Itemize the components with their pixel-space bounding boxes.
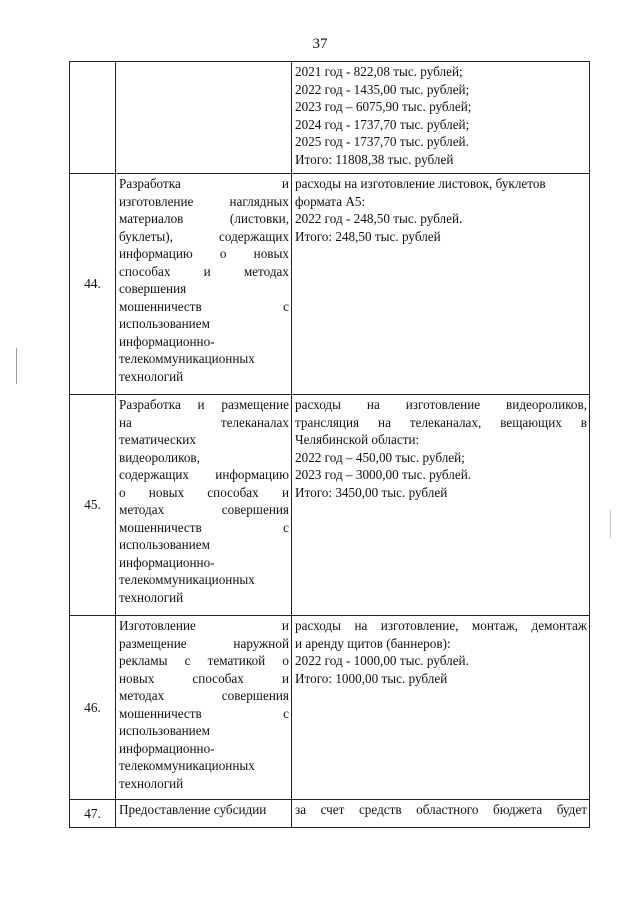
- amount-line: расходы на изготовление видеороликов,: [295, 397, 587, 412]
- name-line: мошенничеств с: [119, 519, 289, 535]
- table-row-continuation: [70, 62, 590, 174]
- amount-line: расходы на изготовление, монтаж, демонтаж: [295, 618, 587, 633]
- name-line: телекоммуникационных: [119, 758, 255, 773]
- amount-line: расходы на изготовление листовок, буклетов: [295, 176, 546, 191]
- name-line: тематических: [119, 432, 196, 447]
- amount-line: 2022 год - 1435,00 тыс. рублей;: [295, 81, 470, 97]
- measure-name-cell: [116, 395, 292, 616]
- name-line: на телеканалах: [119, 414, 289, 430]
- amount-line: Итого: 1000,00 тыс. рублей: [295, 670, 448, 686]
- row-number: 44.: [84, 276, 101, 292]
- amount-line: 2022 год - 1000,00 тыс. рублей.: [295, 653, 469, 668]
- name-line: использованием: [119, 723, 210, 738]
- name-line: технологий: [119, 775, 184, 791]
- name-line: материалов (листовки,: [119, 211, 289, 226]
- row-number-cell: [70, 616, 116, 800]
- amount-line: трансляция на телеканалах, вещающих в: [295, 414, 587, 430]
- name-line: технологий: [119, 368, 184, 384]
- table-row-47: [70, 800, 590, 828]
- amount-line: 2022 год – 450,00 тыс. рублей;: [295, 449, 465, 465]
- scan-artifact-line: [16, 348, 17, 384]
- name-line: размещение наружной: [119, 635, 289, 651]
- name-line: Изготовление и: [119, 618, 289, 633]
- funding-amount-cell: [292, 395, 590, 616]
- table-row-46: [70, 616, 590, 800]
- measure-name-cell: [116, 174, 292, 395]
- amount-line: и аренду щитов (баннеров):: [295, 635, 451, 651]
- row-number: 46.: [84, 699, 101, 715]
- funding-amount-cell: [292, 174, 590, 395]
- name-line: способах и методах: [119, 263, 289, 279]
- name-line: буклеты), содержащих: [119, 228, 289, 244]
- amount-line: формата А5:: [295, 193, 366, 209]
- name-line: Разработка и размещение: [119, 397, 289, 412]
- amount-line: 2023 год – 6075,90 тыс. рублей;: [295, 99, 472, 114]
- name-line: использованием: [119, 316, 210, 331]
- name-line: телекоммуникационных: [119, 572, 255, 587]
- name-line: информационно-: [119, 333, 215, 349]
- funding-amount-cell: [292, 800, 590, 828]
- name-line: новых способах и: [119, 670, 289, 686]
- name-line: видеороликов,: [119, 449, 200, 465]
- name-line: Разработка и: [119, 176, 289, 191]
- name-line: о новых способах и: [119, 484, 289, 500]
- amount-line: 2021 год - 822,08 тыс. рублей;: [295, 64, 463, 79]
- name-line: методах совершения: [119, 502, 289, 517]
- amount-line: 2022 год - 248,50 тыс. рублей.: [295, 211, 463, 226]
- measure-name-cell: [116, 62, 292, 174]
- name-line: технологий: [119, 589, 184, 605]
- name-line: методах совершения: [119, 688, 289, 703]
- name-line: телекоммуникационных: [119, 351, 255, 366]
- name-line: информационно-: [119, 740, 215, 756]
- name-line: рекламы с тематикой о: [119, 653, 289, 668]
- name-line: совершения: [119, 281, 187, 296]
- funding-amount-cell: [292, 616, 590, 800]
- amount-line: 2023 год – 3000,00 тыс. рублей.: [295, 467, 472, 482]
- amount-line: Итого: 11808,38 тыс. рублей: [295, 151, 454, 167]
- scan-artifact-line: [610, 510, 611, 538]
- name-line: содержащих информацию: [119, 467, 289, 482]
- page-number: 37: [312, 36, 328, 52]
- table-row-45: [70, 395, 590, 616]
- name-line: мошенничеств с: [119, 705, 289, 721]
- name-line: изготовление наглядных: [119, 193, 289, 209]
- table-row-44: [70, 174, 590, 395]
- row-number: 45.: [84, 497, 101, 513]
- funding-amount-cell: [292, 62, 590, 174]
- name-line: Предоставление субсидии: [119, 802, 267, 817]
- name-line: информацию о новых: [119, 246, 289, 261]
- row-number-cell: [70, 395, 116, 616]
- row-number: 47.: [84, 805, 101, 821]
- amount-line: Итого: 248,50 тыс. рублей: [295, 228, 441, 244]
- amount-line: 2025 год - 1737,70 тыс. рублей.: [295, 134, 469, 149]
- row-number-cell: [70, 800, 116, 828]
- measure-name-cell: [116, 800, 292, 828]
- amount-line: 2024 год - 1737,70 тыс. рублей;: [295, 116, 470, 132]
- measure-name-cell: [116, 616, 292, 800]
- name-line: информационно-: [119, 554, 215, 570]
- row-number-cell: [70, 62, 116, 174]
- amount-line: за счет средств областного бюджета будет: [295, 802, 587, 817]
- row-number-cell: [70, 174, 116, 395]
- amount-line: Челябинской области:: [295, 432, 420, 447]
- amount-line: Итого: 3450,00 тыс. рублей: [295, 484, 448, 500]
- name-line: использованием: [119, 537, 210, 552]
- name-line: мошенничеств с: [119, 298, 289, 314]
- program-measures-table: [69, 61, 590, 828]
